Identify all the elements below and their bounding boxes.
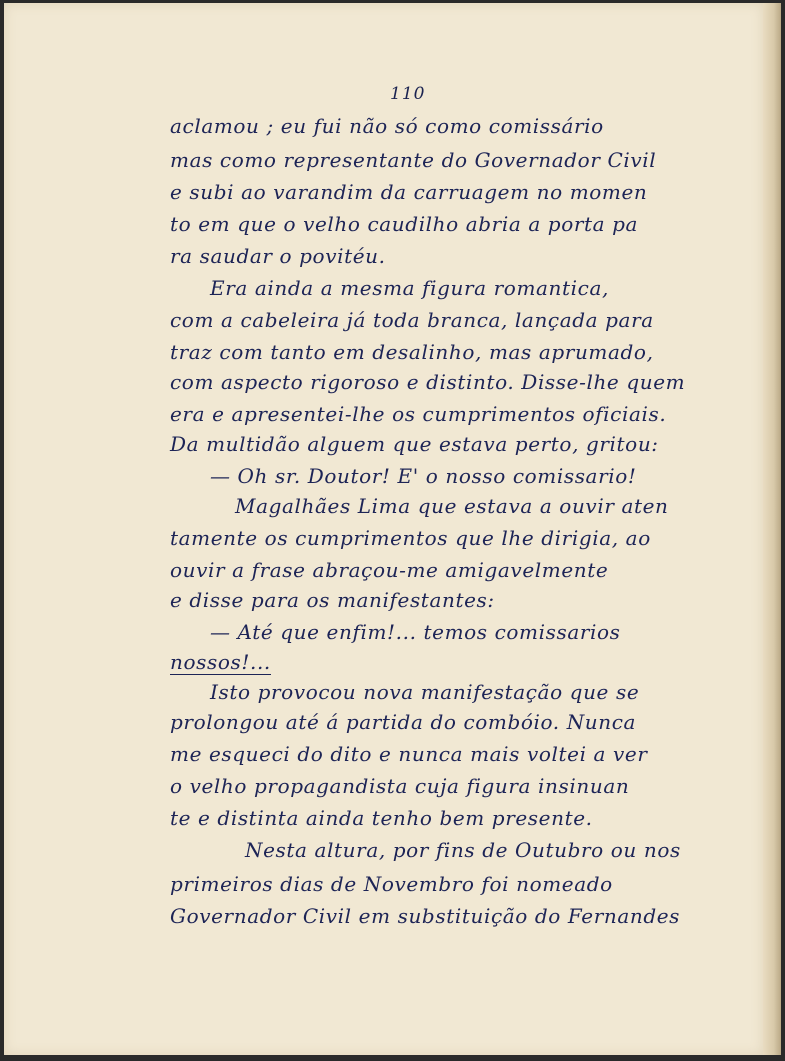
text-line: mas como representante do Governador Civil [170, 148, 657, 172]
text-line: Era ainda a mesma figura romantica, [210, 276, 609, 300]
text-line: e disse para os manifestantes: [170, 588, 495, 612]
text-line: era e apresentei-lhe os cumprimentos oficiais. [170, 402, 667, 426]
text-line: — Até que enfim!... temos comissarios [210, 620, 621, 644]
page-number: 110 [390, 84, 426, 104]
page-edge [763, 3, 781, 1055]
text-line: te e distinta ainda tenho bem presente. [170, 806, 593, 830]
text-line: com aspecto rigoroso e distinto. Disse-lhe quem [170, 370, 686, 394]
text-line: to em que o velho caudilho abria a porta pa [170, 212, 639, 236]
text-line: — Oh sr. Doutor! E' o nosso comissario! [210, 464, 637, 488]
text-line: Magalhães Lima que estava a ouvir aten [235, 494, 669, 518]
text-line: Governador Civil em substituição do Fernandes [170, 904, 681, 928]
text-line: Da multidão alguem que estava perto, gritou: [170, 432, 659, 456]
text-line: Isto provocou nova manifestação que se [210, 680, 640, 704]
text-line: prolongou até á partida do combóio. Nunca [170, 710, 637, 734]
text-line: ra saudar o povitéu. [170, 244, 386, 268]
text-line-underlined: nossos!... [170, 650, 271, 674]
text-line: me esqueci do dito e nunca mais voltei a ver [170, 742, 648, 766]
text-line: e subi ao varandim da carruagem no momen [170, 180, 648, 204]
text-line: Nesta altura, por fins de Outubro ou nos [245, 838, 681, 862]
text-line: primeiros dias de Novembro foi nomeado [170, 872, 613, 896]
text-line: tamente os cumprimentos que lhe dirigia, ao [170, 526, 651, 550]
text-line: traz com tanto em desalinho, mas aprumado, [170, 340, 654, 364]
text-line: o velho propagandista cuja figura insinuan [170, 774, 630, 798]
text-line: aclamou ; eu fui não só como comissário [170, 114, 604, 138]
text-line: ouvir a frase abraçou-me amigavelmente [170, 558, 609, 582]
text-line: com a cabeleira já toda branca, lançada para [170, 308, 654, 332]
